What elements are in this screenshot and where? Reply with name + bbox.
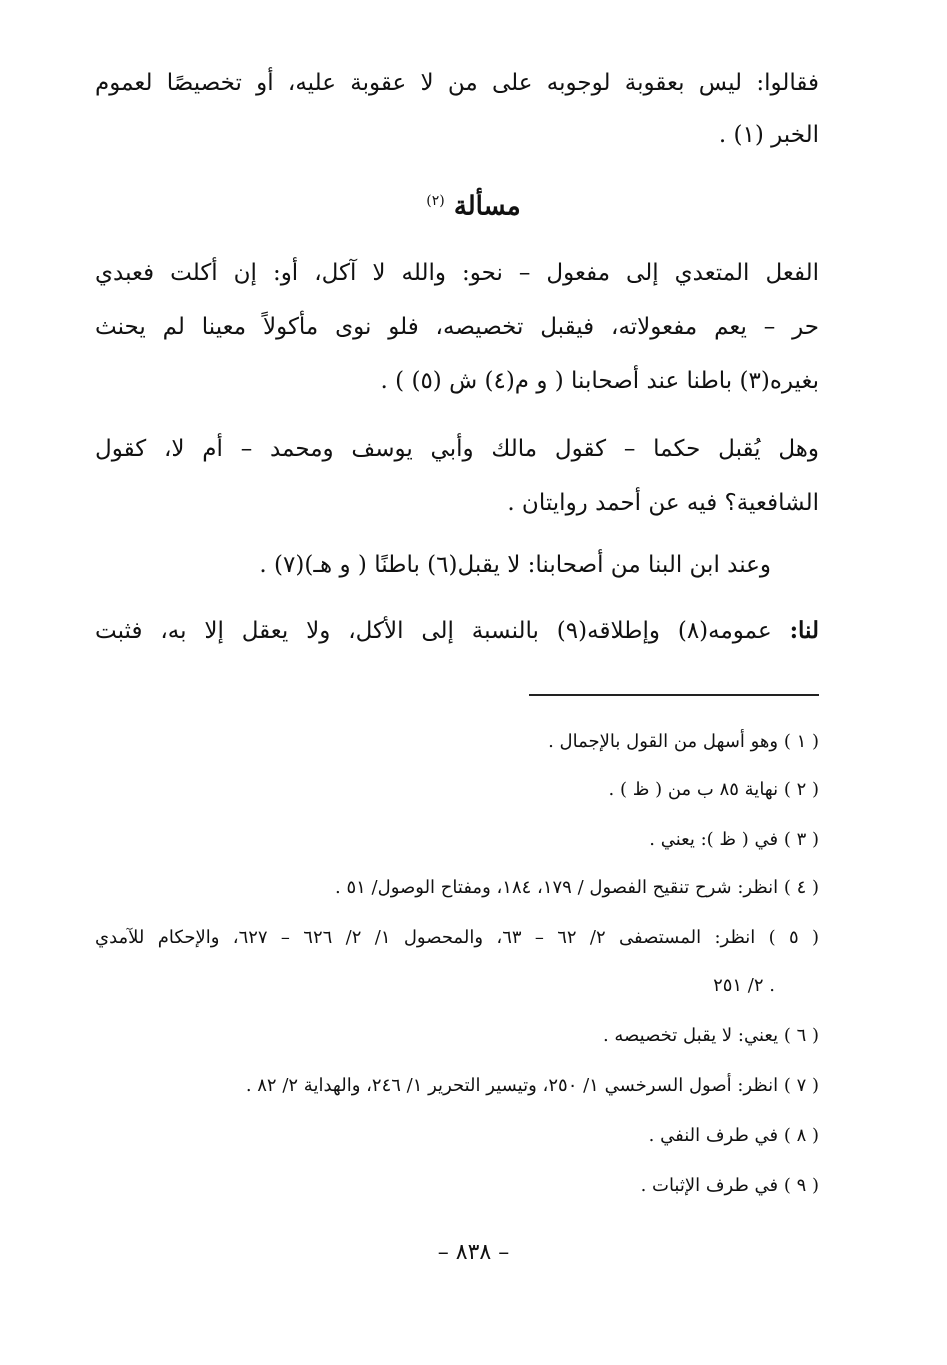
footnote-7: ( ٧ ) انظر: أصول السرخسي ١/ ٢٥٠، وتيسير التحرير ١/ ٢٤٦، والهداية ٢/ ٨٢ . [245, 1075, 819, 1096]
footnote-separator [529, 694, 819, 696]
section-heading [0, 183, 947, 225]
footnote-1: ( ١ ) وهو أسهل من القول بالإجمال . [548, 731, 819, 752]
page-number: – ٨٣٨ – [437, 1240, 510, 1265]
body-line-1: فقالوا: ليس بعقوبة لوجوبه على من لا عقوبة عليه، أو تخصيصًا لعموم [95, 70, 819, 96]
footnote-6: ( ٦ ) يعني: لا يقبل تخصيصه . [602, 1025, 819, 1046]
paragraph-4-line-1 [95, 614, 819, 648]
footnote-8: ( ٨ ) في طرف النفي . [648, 1125, 819, 1146]
footnote-5-line-1: ( ٥ ) انظر: المستصفى ٢/ ٦٢ – ٦٣، والمحصول ١/ ٢/ ٦٢٦ – ٦٢٧، والإحكام للآمدي [95, 927, 819, 948]
footnote-2: ( ٢ ) نهاية ٨٥ ب من ( ظ ) . [608, 779, 819, 800]
paragraph-3-line-1: وعند ابن البنا من أصحابنا: لا يقبل(٦) باطنًا ( و هـ)(٧) . [259, 552, 771, 578]
paragraph-1-line-2: حر – يعم مفعولاته، فيقبل تخصيصه، فلو نوى مأكولاً معينا لم يحنث [95, 314, 819, 340]
footnote-4: ( ٤ ) انظر: شرح تنقيح الفصول / ١٧٩، ١٨٤، ومفتاح الوصول/ ٥١ . [335, 877, 819, 898]
body-line-2: الخبر (١) . [718, 122, 819, 148]
heading-footnote-ref: (٢) [426, 193, 445, 209]
paragraph-2-line-2: الشافعية؟ فيه عن أحمد روايتان . [507, 490, 819, 516]
footnote-9: ( ٩ ) في طرف الإثبات . [640, 1175, 819, 1196]
heading-text: مسألة [453, 191, 521, 222]
footnote-3: ( ٣ ) في ( ظ ): يعني . [649, 829, 819, 850]
paragraph-1-line-3: بغيره(٣) باطنا عند أصحابنا ( و م(٤) ش (٥) ) . [380, 368, 819, 394]
paragraph-1-line-1: الفعل المتعدي إلى مفعول – نحو: والله لا آكل، أو: إن أكلت فعبدي [95, 260, 819, 286]
paragraph-4-text: عمومه(٨) وإطلاقه(٩) بالنسبة إلى الأكل، ولا يعقل إلا به، فثبت [95, 618, 790, 644]
paragraph-4-lead: لنا: [789, 617, 819, 644]
paragraph-2-line-1: وهل يُقبل حكما – كقول مالك وأبي يوسف ومحمد – أم لا، كقول [95, 436, 819, 462]
footnote-5-line-2: ٢/ ٢٥١ . [713, 975, 775, 996]
